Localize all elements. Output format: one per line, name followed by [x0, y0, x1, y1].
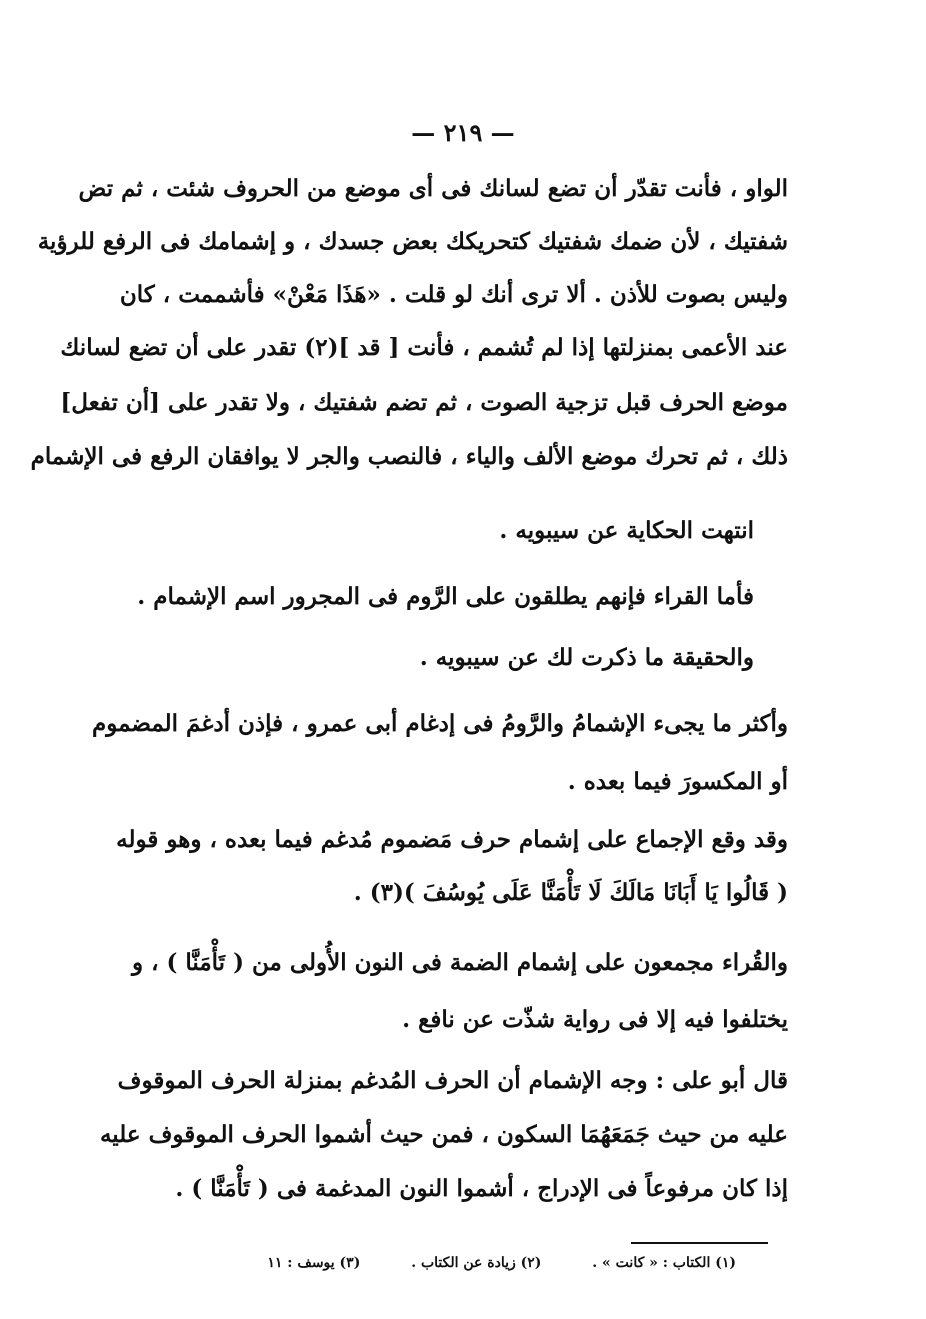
footnote-2: (٢) زيادة عن الكتاب . — [411, 1255, 542, 1271]
text-line: والقُراء مجمعون على إشمام الضمة فى النون الأُولى من ( تَأْمَنَّا ) ، و — [131, 949, 788, 976]
text-line: وليس بصوت للأذن . ألا ترى أنك لو قلت . «هَذَا مَعْنْ» فأشممت ، كان — [119, 281, 788, 308]
text-line: ذلك ، ثم تحرك موضع الألف والياء ، فالنصب والجر لا يوافقان الرفع فى الإشمام — [30, 443, 788, 470]
text-line: شفتيك ، لأن ضمك شفتيك كتحريكك بعض جسدك ، و إشمامك فى الرفع للرؤية — [37, 228, 788, 255]
text-line: فأما القراء فإنهم يطلقون على الرَّوم فى المجرور اسم الإشمام . — [137, 583, 754, 610]
text-line: يختلفوا فيه إلا فى رواية شذّت عن نافع . — [402, 1006, 788, 1033]
text-line: قال أبو على : وجه الإشمام أن الحرف المُدغم بمنزلة الحرف الموقوف — [117, 1067, 788, 1094]
page-number: — ٢١٩ — — [411, 118, 515, 147]
text-line: وقد وقع الإجماع على إشمام حرف مَضموم مُدغم فيما بعده ، وهو قوله — [116, 826, 788, 853]
footnote-divider — [631, 1242, 768, 1244]
text-line: موضع الحرف قبل تزجية الصوت ، ثم تضم شفتيك ، ولا تقدر على [أن تفعل] — [60, 389, 788, 416]
text-line: عليه من حيث جَمَعَهُمَا السكون ، فمن حيث أشموا الحرف الموقوف عليه — [99, 1121, 788, 1148]
text-line: والحقيقة ما ذكرت لك عن سيبويه . — [419, 644, 754, 671]
text-line: انتهت الحكاية عن سيبويه . — [499, 517, 754, 544]
text-line: الواو ، فأنت تقدّر أن تضع لسانك فى أى موضع من الحروف شئت ، ثم تض — [78, 175, 788, 202]
text-line: وأكثر ما يجىء الإشمامُ والرَّومُ فى إدغام أبى عمرو ، فإذن أدغمَ المضموم — [91, 710, 788, 737]
footnote-3: (٣) يوسف : ١١ — [267, 1255, 361, 1271]
text-line: إذا كان مرفوعاً فى الإدراج ، أشموا النون المدغمة فى ( تَأْمَنَّا ) . — [175, 1175, 788, 1202]
text-line: أو المكسورَ فيما بعده . — [567, 768, 788, 795]
text-line: عند الأعمى بمنزلتها إذا لم تُشمم ، فأنت [ قد ](٢) تقدر على أن تضع لسانك — [60, 334, 788, 361]
footnote-1: (١) الكتاب : « كانت » . — [592, 1255, 736, 1271]
footnotes — [221, 1252, 736, 1274]
quran-verse-line: ( قَالُوا يَا أَبَانَا مَالَكَ لَا تَأْمَنَّا عَلَى يُوسُفَ )(٣) . — [353, 879, 788, 906]
